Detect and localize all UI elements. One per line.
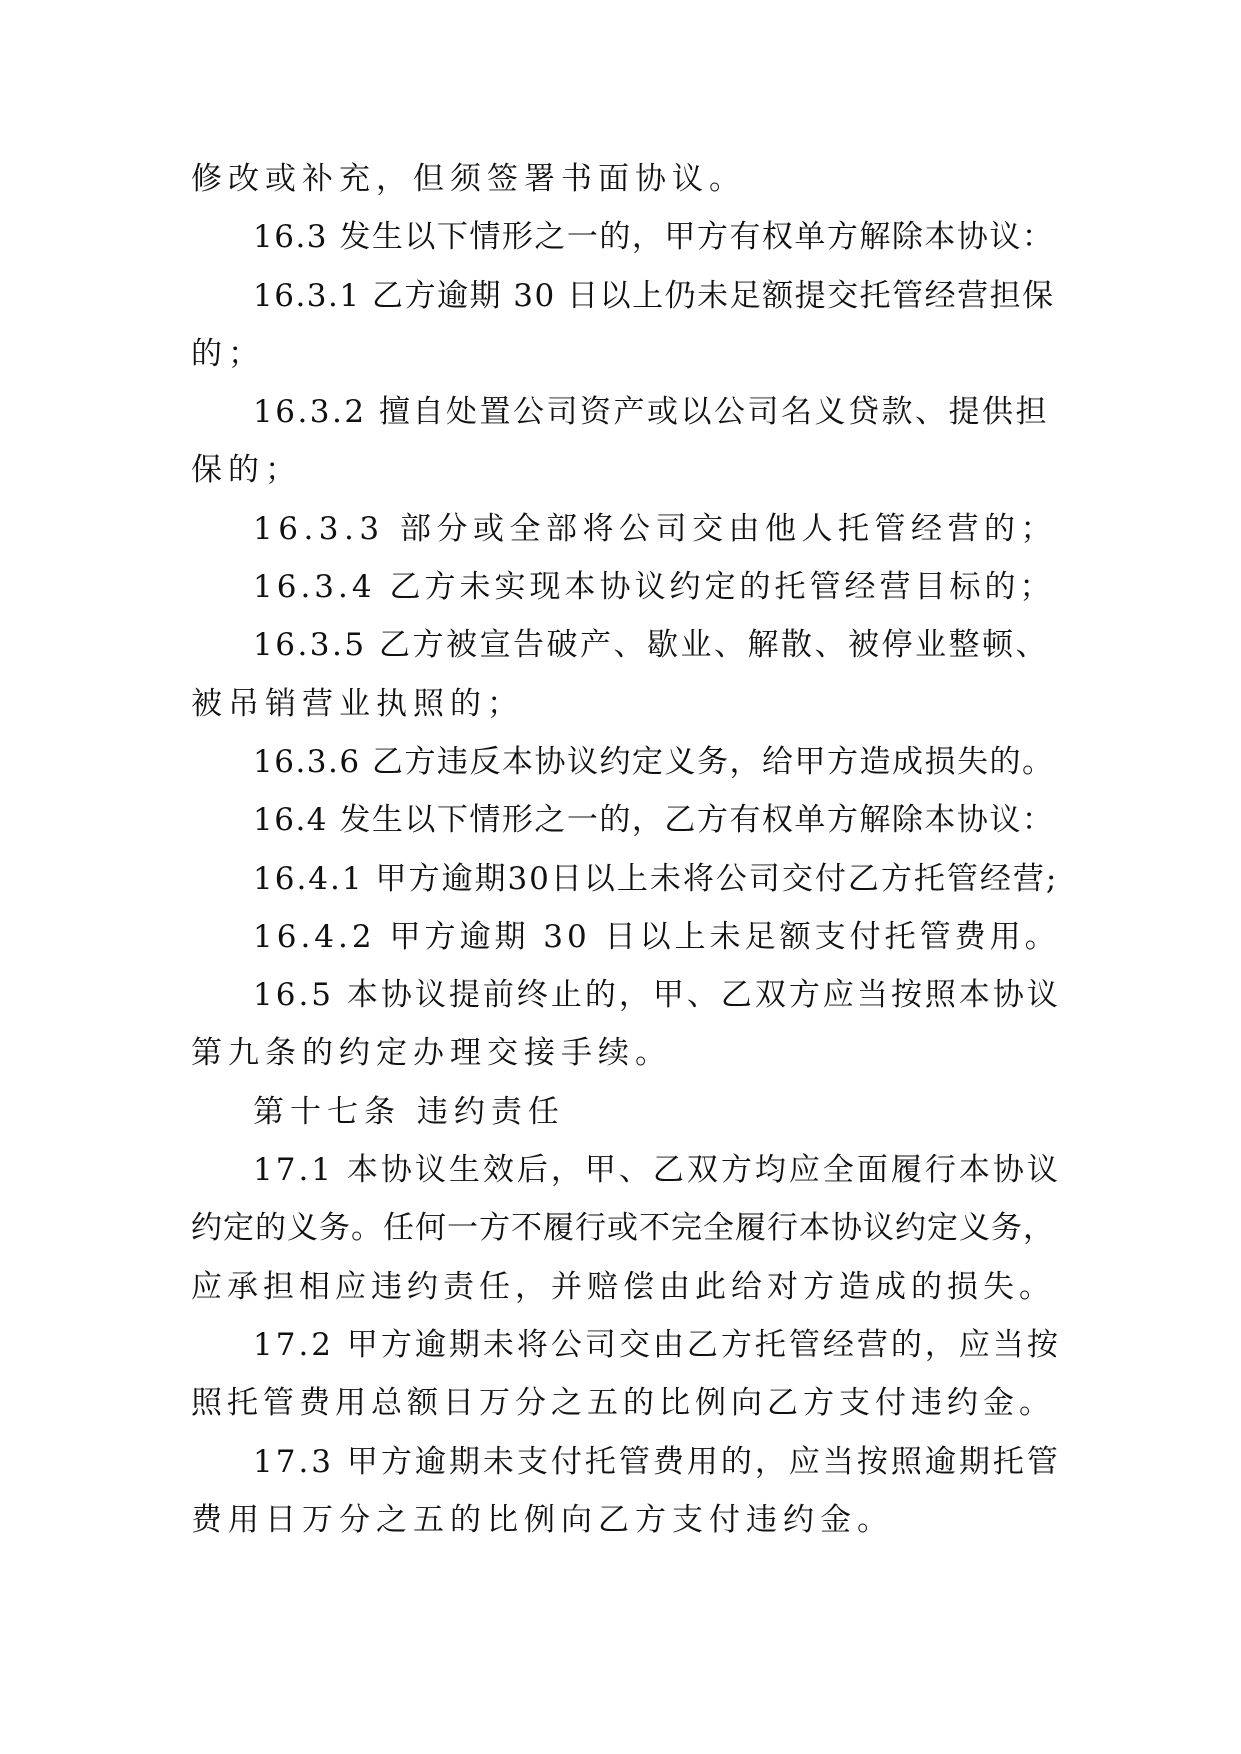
text-line: 16.3.2 擅自处置公司资产或以公司名义贷款、提供担 <box>253 394 1049 431</box>
text-line: 修改或补充，但须签署书面协议。 <box>191 161 746 197</box>
text-line: 被吊销营业执照的； <box>191 685 524 722</box>
text-line: 17.1 本协议生效后，甲、乙双方均应全面履行本协议 <box>253 1152 1061 1189</box>
text-line: 约定的义务。任何一方不履行或不完全履行本协议约定义务， <box>191 1210 1055 1247</box>
section-heading: 第十七条 违约责任 <box>253 1093 565 1130</box>
text-line: 16.3 发生以下情形之一的，甲方有权单方解除本协议： <box>253 219 1055 256</box>
text-line: 16.3.4 乙方未实现本协议约定的托管经营目标的； <box>253 569 1055 606</box>
text-line: 16.4 发生以下情形之一的，乙方有权单方解除本协议： <box>253 802 1055 839</box>
text-line: 费用日万分之五的比例向乙方支付违约金。 <box>191 1501 894 1538</box>
text-line: 16.5 本协议提前终止的，甲、乙双方应当按照本协议 <box>253 977 1061 1014</box>
text-line: 应承担相应违约责任，并赔偿由此给对方造成的损失。 <box>191 1268 1055 1305</box>
text-line: 17.3 甲方逾期未支付托管费用的，应当按照逾期托管 <box>253 1443 1061 1480</box>
text-line: 17.2 甲方逾期未将公司交由乙方托管经营的，应当按 <box>253 1326 1061 1363</box>
text-line: 16.4.1 甲方逾期30日以上未将公司交付乙方托管经营; <box>253 860 1059 897</box>
document-body <box>191 150 1061 1549</box>
text-line: 第九条的约定办理交接手续。 <box>191 1035 672 1072</box>
text-line: 16.3.3 部分或全部将公司交由他人托管经营的； <box>253 510 1057 547</box>
text-line: 16.4.2 甲方逾期 30 日以上未足额支付托管费用。 <box>253 918 1060 955</box>
text-line: 照托管费用总额日万分之五的比例向乙方支付违约金。 <box>191 1385 1055 1422</box>
text-line: 的； <box>191 335 265 372</box>
text-line: 16.3.6 乙方违反本协议约定义务，给甲方造成损失的。 <box>253 743 1055 780</box>
text-line: 16.3.1 乙方逾期 30 日以上仍未足额提交托管经营担保 <box>253 277 1055 314</box>
text-line: 保的； <box>191 452 302 489</box>
text-line: 16.3.5 乙方被宣告破产、歇业、解散、被停业整顿、 <box>253 627 1049 664</box>
